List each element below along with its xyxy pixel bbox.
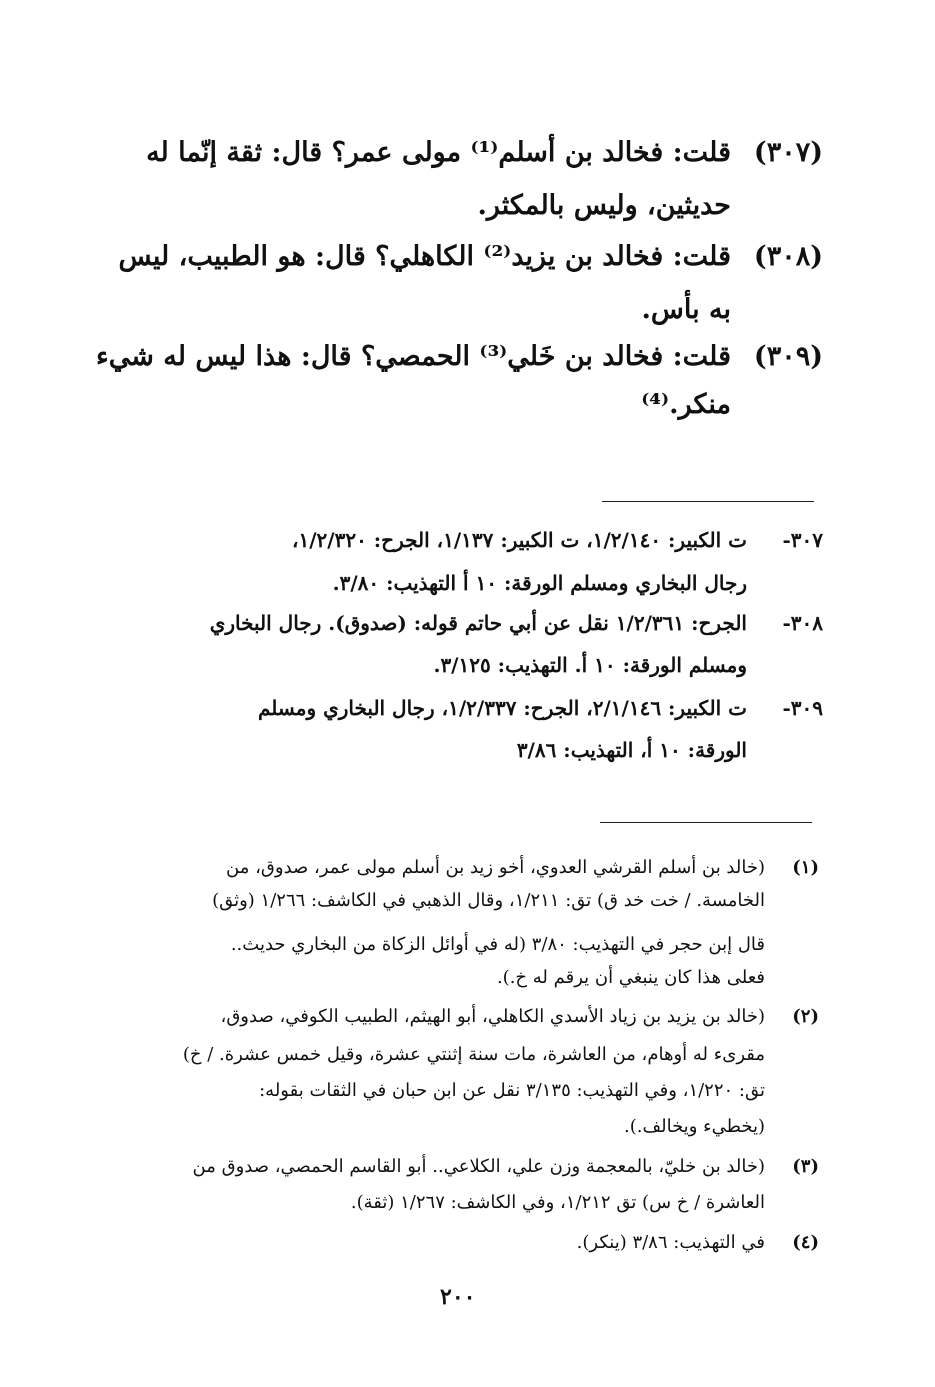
footnote-text: العاشرة / خ س) تق ١/٢١٢، وفي الكاشف: ١/٢٦٧ (ثقة).	[350, 1192, 765, 1213]
reference-number: ٣٠٩-	[782, 696, 823, 720]
footnote-number: (٢)	[792, 1006, 819, 1027]
entry-text: حديثين، وليس بالمكثر.	[477, 190, 731, 221]
reference-number: ٣٠٨-	[782, 611, 823, 635]
entry-number: (٣٠٧)	[753, 137, 823, 168]
entry-number: (٣٠٩)	[753, 341, 823, 372]
entry-text: قلت: فخالد بن خَلي⁽³⁾ الحمصي؟ قال: هذا ليس له شيء	[96, 341, 731, 372]
footnote-text: فعلى هذا كان ينبغي أن يرقم له خ.).	[496, 967, 765, 988]
reference-text: ومسلم الورقة: ١٠ أ. التهذيب: ٣/١٢٥.	[433, 653, 747, 677]
entry-text: قلت: فخالد بن أسلم⁽¹⁾ مولى عمر؟ قال: ثقة إنّما له	[146, 137, 731, 168]
footnote-text: قال إبن حجر في التهذيب: ٣/٨٠ (له في أوائل الزكاة من البخاري حديث..	[230, 934, 765, 955]
entry-number: (٣٠٨)	[753, 241, 823, 272]
entry-text: منكر.⁽⁴⁾	[641, 389, 731, 420]
entry-text: به بأس.	[641, 294, 731, 325]
footnote-rule	[600, 822, 812, 823]
footnote-text: (خالد بن خليّ، بالمعجمة وزن علي، الكلاعي.. أبو القاسم الحمصي، صدوق من	[192, 1156, 765, 1177]
separator-rule	[602, 501, 814, 502]
footnote-number: (٤)	[792, 1232, 819, 1253]
footnote-number: (١)	[792, 857, 819, 878]
page-number: ٢٠٠	[440, 1284, 476, 1310]
footnote-text: في التهذيب: ٣/٨٦ (ينكر).	[576, 1232, 765, 1253]
reference-text: الورقة: ١٠ أ، التهذيب: ٣/٨٦	[516, 738, 747, 762]
footnote-text: مقرىء له أوهام، من العاشرة، مات سنة إثنتي عشرة، وقيل خمس عشرة. / خ)	[182, 1044, 765, 1065]
reference-text: ت الكبير: ١/٢/١٤٠، ت الكبير: ١/١٣٧، الجرح: ١/٢/٣٢٠،	[292, 528, 747, 552]
footnote-number: (٣)	[792, 1156, 819, 1177]
footnote-text: تق: ١/٢٢٠، وفي التهذيب: ٣/١٣٥ نقل عن ابن حبان في الثقات بقوله:	[259, 1080, 765, 1101]
footnote-text: (خالد بن يزيد بن زياد الأسدي الكاهلي، أبو الهيثم، الطبيب الكوفي، صدوق،	[220, 1006, 765, 1027]
footnote-text: الخامسة. / خت خد ق) تق: ١/٢١١، وقال الذهبي في الكاشف: ١/٢٦٦ (وثق)	[212, 890, 765, 911]
reference-number: ٣٠٧-	[782, 528, 823, 552]
entry-text: قلت: فخالد بن يزيد⁽²⁾ الكاهلي؟ قال: هو الطبيب، ليس	[118, 241, 731, 272]
footnote-text: (خالد بن أسلم القرشي العدوي، أخو زيد بن أسلم مولى عمر، صدوق، من	[226, 857, 765, 878]
reference-text: رجال البخاري ومسلم الورقة: ١٠ أ التهذيب: ٣/٨٠.	[332, 571, 747, 595]
reference-text: ت الكبير: ٢/١/١٤٦، الجرح: ١/٢/٣٣٧، رجال البخاري ومسلم	[257, 696, 747, 720]
footnote-text: (يخطيء ويخالف.).	[624, 1116, 765, 1137]
reference-text: الجرح: ١/٢/٣٦١ نقل عن أبي حاتم قوله: (صدوق). رجال البخاري	[209, 611, 747, 635]
